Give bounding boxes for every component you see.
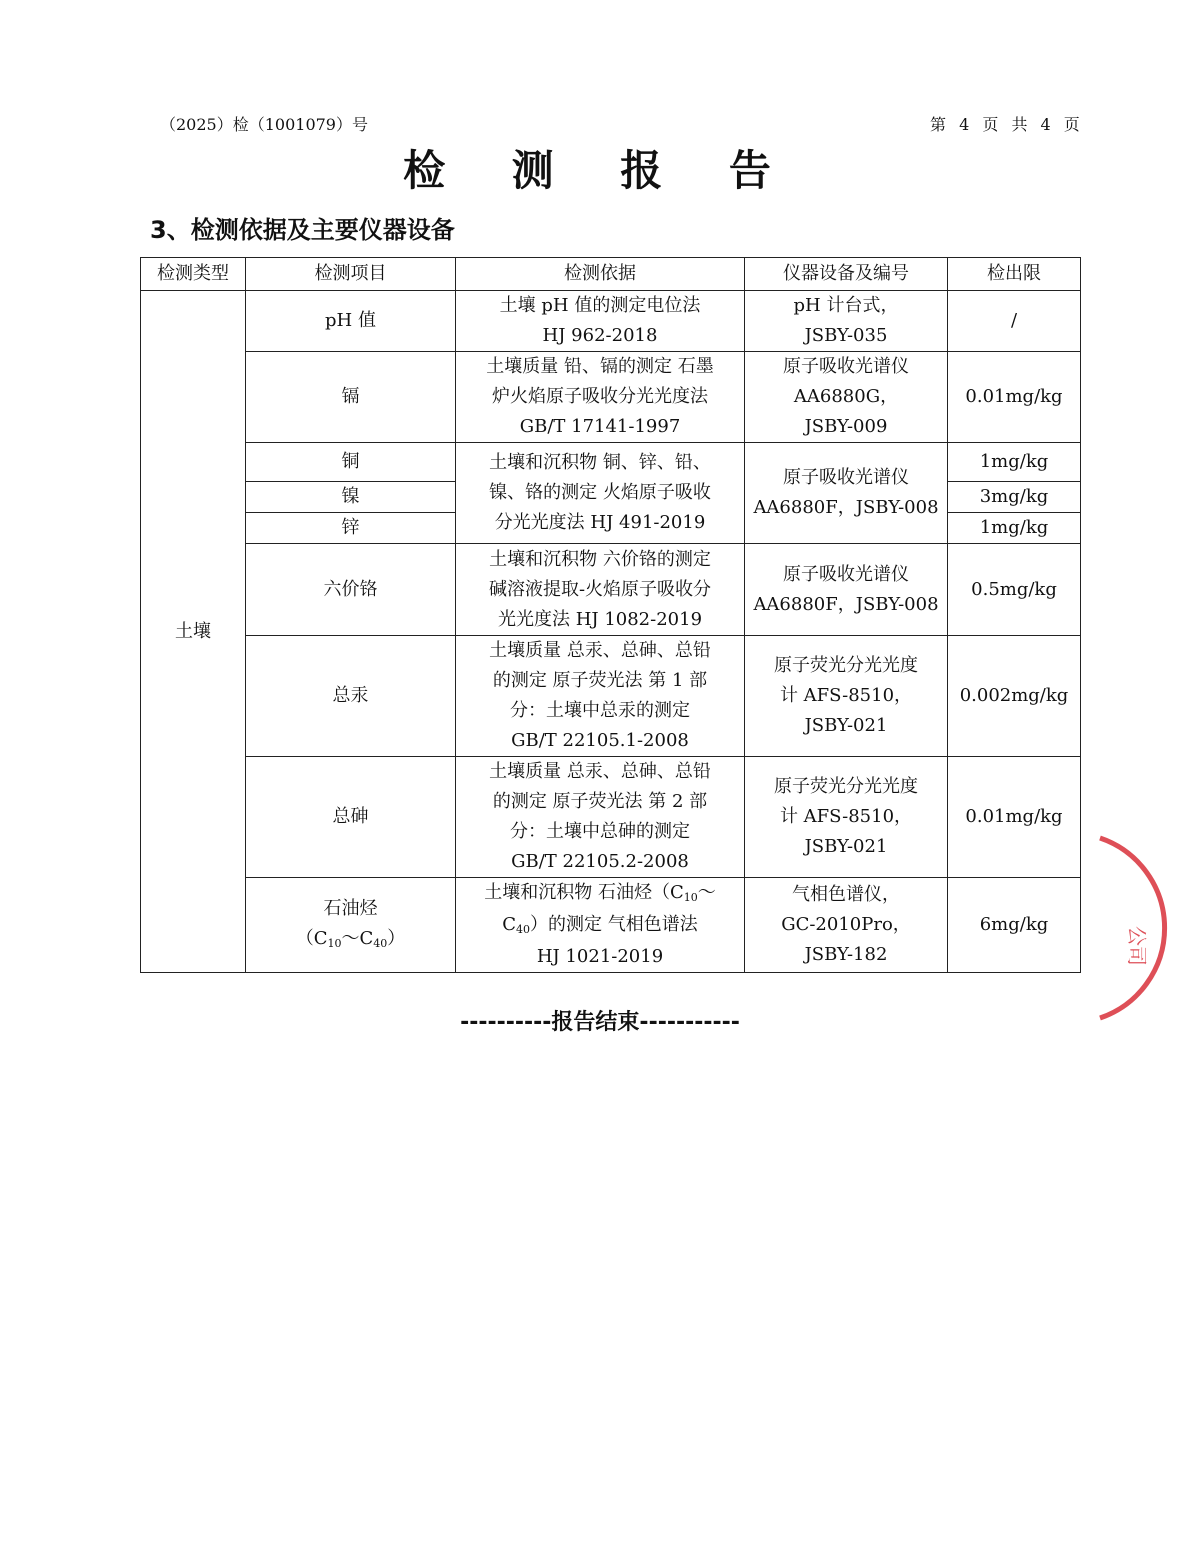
table-row (141, 291, 1081, 352)
instrument-line: 原子吸收光谱仪 (783, 467, 909, 488)
basis-cell (456, 291, 745, 352)
col-header-instrument: 仪器设备及编号 (745, 258, 948, 291)
limit-cell: 0.002mg/kg (948, 636, 1081, 757)
basis-cell (456, 878, 745, 973)
basis-line: 土壤质量 铅、镉的测定 石墨 (486, 356, 714, 377)
table-row (141, 544, 1081, 636)
item-cell: 镍 (246, 482, 456, 513)
basis-line: $C_{40}$）的测定 气相色谱法 (502, 914, 698, 936)
item-cell: 镉 (246, 352, 456, 443)
limit-cell: 0.01mg/kg (948, 757, 1081, 878)
col-header-type: 检测类型 (141, 258, 246, 291)
basis-line: 光光度法 HJ 1082-2019 (497, 608, 703, 630)
seal-text: 公司 (1125, 926, 1149, 966)
item-cell: 总砷 (246, 757, 456, 878)
basis-line: 分光光度法 HJ 491-2019 (494, 512, 706, 533)
table-row (141, 443, 1081, 482)
col-header-basis: 检测依据 (456, 258, 745, 291)
instrument-cell (745, 878, 948, 973)
basis-line: 土壤和沉积物 铜、锌、铅、 (489, 452, 711, 473)
basis-line: 分：土壤中总汞的测定 (510, 700, 690, 721)
instrument-line: GC-2010Pro， (781, 914, 911, 935)
item-cell: pH 值 (246, 291, 456, 352)
item-cell: 六价铬 (246, 544, 456, 636)
basis-line: 土壤质量 总汞、总砷、总铅 (489, 640, 711, 661)
table-header-row (141, 258, 1081, 291)
instrument-line: 原子荧光分光光度 (774, 655, 918, 676)
basis-line: 镍、铬的测定 火焰原子吸收 (489, 482, 711, 503)
instrument-line: JSBY-009 (804, 416, 888, 437)
page-info: 第 4 页 共 4 页 (930, 115, 1084, 134)
basis-line: HJ 962-2018 (542, 325, 658, 346)
instrument-cell (745, 291, 948, 352)
item-line: $(C_{10}\sim C_{40})$ (295, 928, 406, 950)
limit-cell: 0.5mg/kg (948, 544, 1081, 636)
basis-line: 炉火焰原子吸收分光光度法 (492, 386, 708, 407)
item-cell: 锌 (246, 513, 456, 544)
basis-line: 的测定 原子荧光法 第 1 部 (492, 670, 708, 691)
limit-cell: 1mg/kg (948, 443, 1081, 482)
basis-line: GB/T 22105.1-2008 (511, 730, 689, 751)
item-cell: 铜 (246, 443, 456, 482)
limit-cell: / (948, 291, 1081, 352)
table-row (141, 757, 1081, 878)
basis-line: 土壤 pH 值的测定电位法 (499, 295, 701, 316)
instrument-line: AA6880F，JSBY-008 (753, 593, 939, 615)
instrument-cell (745, 757, 948, 878)
instrument-cell (745, 636, 948, 757)
report-number: （2025）检（1001079）号 (160, 115, 368, 134)
table-row (141, 878, 1081, 973)
item-cell (246, 878, 456, 973)
item-cell: 总汞 (246, 636, 456, 757)
detection-basis-table (140, 257, 1081, 973)
limit-cell: 3mg/kg (948, 482, 1081, 513)
table-row (141, 352, 1081, 443)
basis-line: 土壤和沉积物 六价铬的测定 (489, 548, 711, 570)
instrument-cell (745, 544, 948, 636)
item-line: 石油烃 (323, 898, 378, 919)
report-end-marker: ----------报告结束----------- (460, 1010, 740, 1035)
col-header-item: 检测项目 (246, 258, 456, 291)
category-cell: 土壤 (141, 291, 246, 973)
basis-line: GB/T 17141-1997 (519, 416, 681, 437)
basis-line: 碱溶液提取-火焰原子吸收分 (488, 578, 712, 600)
col-header-limit: 检出限 (948, 258, 1081, 291)
instrument-line: 气相色谱仪， (792, 884, 900, 905)
instrument-line: JSBY-182 (804, 944, 888, 965)
basis-cell (456, 757, 745, 878)
table-row (141, 636, 1081, 757)
basis-cell (456, 443, 745, 544)
limit-cell: 1mg/kg (948, 513, 1081, 544)
instrument-line: 计 AFS-8510， (779, 806, 913, 827)
instrument-line: JSBY-035 (804, 325, 888, 346)
instrument-cell (745, 443, 948, 544)
limit-cell: 0.01mg/kg (948, 352, 1081, 443)
instrument-line: JSBY-021 (804, 715, 888, 736)
basis-line: 分：土壤中总砷的测定 (510, 821, 690, 842)
section-title: 3、检测依据及主要仪器设备 (150, 216, 455, 244)
instrument-line: 计 AFS-8510， (779, 685, 913, 706)
limit-cell: 6mg/kg (948, 878, 1081, 973)
basis-line: GB/T 22105.2-2008 (511, 851, 689, 872)
instrument-line: JSBY-021 (804, 836, 888, 857)
instrument-line: AA6880G， (793, 386, 899, 407)
report-title: 检 测 报 告 (403, 146, 797, 195)
company-seal-stamp (1090, 828, 1200, 1028)
basis-line: 土壤质量 总汞、总砷、总铅 (489, 761, 711, 782)
basis-line: HJ 1021-2019 (536, 946, 664, 967)
instrument-line: 原子荧光分光光度 (774, 776, 918, 797)
instrument-line: pH 计台式， (793, 295, 899, 316)
instrument-line: AA6880F，JSBY-008 (753, 497, 939, 518)
instrument-cell (745, 352, 948, 443)
basis-cell (456, 636, 745, 757)
basis-line: 的测定 原子荧光法 第 2 部 (492, 791, 708, 812)
basis-cell (456, 352, 745, 443)
basis-cell (456, 544, 745, 636)
instrument-line: 原子吸收光谱仪 (783, 356, 909, 377)
basis-line: 土壤和沉积物 石油烃（$C_{10}\sim$ (484, 882, 716, 904)
instrument-line: 原子吸收光谱仪 (783, 563, 909, 585)
